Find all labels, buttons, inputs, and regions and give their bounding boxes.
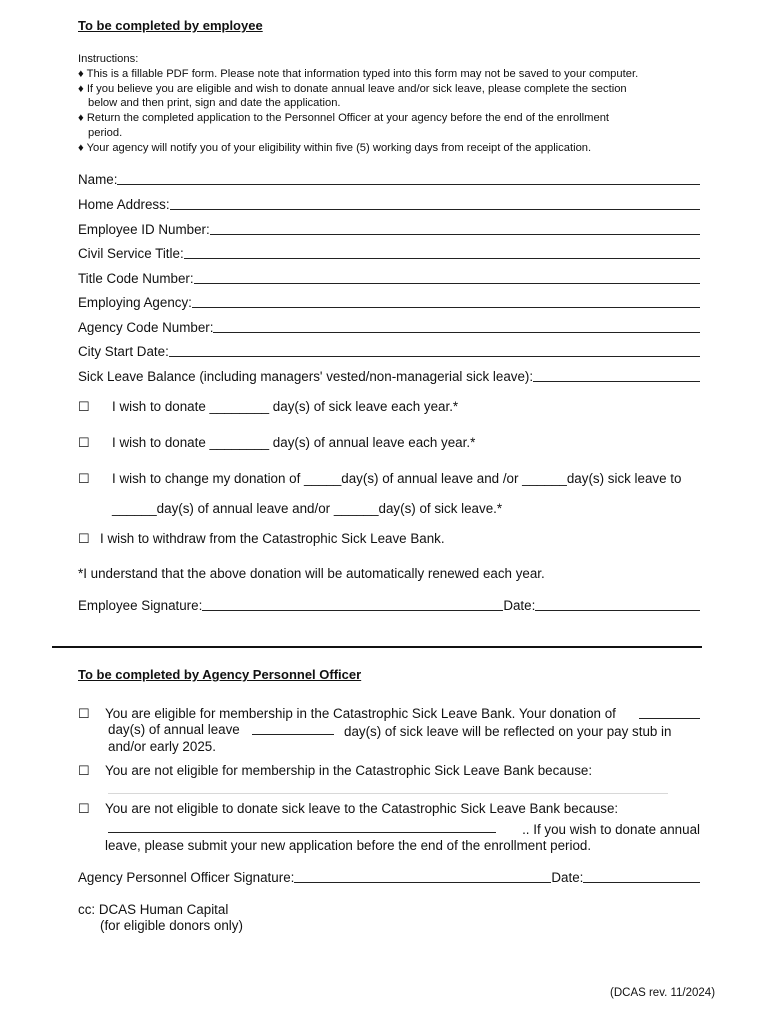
employee-date-line[interactable] [535,609,700,611]
annual-days-line[interactable] [252,734,334,735]
cc-note: (for eligible donors only) [100,918,243,933]
instruction-bullet: ♦ Your agency will notify you of your eligibility within five (5) working days from receipt of the application. [78,142,592,154]
officer-date-label: Date: [551,870,584,885]
agency-code-field[interactable]: Agency Code Number: [78,320,700,335]
donate-annual-label: I wish to donate ________ day(s) of annual leave each year.* [112,435,476,450]
officer-signature-row [78,870,700,885]
not-eligible-member-text: You are not eligible for membership in the Catastrophic Sick Leave Bank because: [105,763,593,778]
instruction-bullet: ♦ Return the completed application to the Personnel Officer at your agency before the end of the enrollment [78,112,610,124]
civil-service-title-field[interactable]: Civil Service Title: [78,246,700,261]
withdraw-label: I wish to withdraw from the Catastrophic Sick Leave Bank. [100,531,445,546]
change-donation-label: I wish to change my donation of _____day(s) of annual leave and /or ______day(s) sick leave to [112,471,682,486]
eligible-sick-text: day(s) of sick leave will be reflected on your pay stub in [344,724,672,739]
instruction-bullet: ♦ If you believe you are eligible and wish to donate annual leave and/or sick leave, please complete the section [78,83,627,95]
donate-cont-text: .. If you wish to donate annual [522,822,700,837]
employee-id-field[interactable]: Employee ID Number: [78,222,700,237]
name-field[interactable]: Name: [78,172,700,187]
officer-signature-line[interactable] [294,881,551,883]
eligible-text: You are eligible for membership in the Catastrophic Sick Leave Bank. Your donation of [105,706,616,721]
officer-date-line[interactable] [583,881,700,883]
sick-leave-balance-field[interactable]: Sick Leave Balance (including managers' vested/non-managerial sick leave): [78,369,700,384]
donate-sick-checkbox[interactable]: ☐ [78,399,90,414]
not-eligible-donate-text: You are not eligible to donate sick leave to the Catastrophic Sick Leave Bank because: [105,801,619,816]
instructions-title: Instructions: [78,53,139,65]
officer-signature-label: Agency Personnel Officer Signature: [78,870,295,885]
instruction-bullet-cont: period. [88,127,123,139]
employee-signature-label: Employee Signature: [78,598,203,613]
instruction-bullet-cont: below and then print, sign and date the application. [88,97,341,109]
cc-line: cc: DCAS Human Capital [78,902,229,917]
employee-signature-row [78,598,700,613]
eligible-year-text: and/or early 2025. [108,739,216,754]
donate-sick-label: I wish to donate ________ day(s) of sick leave each year.* [112,399,459,414]
employee-signature-line[interactable] [202,609,503,611]
not-eligible-donate-checkbox[interactable]: ☐ [78,801,90,816]
not-eligible-member-checkbox[interactable]: ☐ [78,763,90,778]
employee-section-heading: To be completed by employee [78,18,263,33]
change-donation-checkbox[interactable]: ☐ [78,471,90,486]
change-donation-label-cont: ______day(s) of annual leave and/or ______day(s) of sick leave.* [112,501,503,516]
instruction-bullet: ♦ This is a fillable PDF form. Please note that information typed into this form may not be saved to your computer. [78,68,639,80]
withdraw-checkbox[interactable]: ☐ [78,531,90,546]
city-start-date-field[interactable]: City Start Date: [78,344,700,359]
employee-date-label: Date: [503,598,536,613]
section-divider [52,646,702,648]
home-address-field[interactable]: Home Address: [78,197,700,212]
donation-amount-line[interactable] [639,718,700,719]
renewal-note: *I understand that the above donation will be automatically renewed each year. [78,566,545,581]
revision-footer: (DCAS rev. 11/2024) [610,987,716,999]
not-eligible-member-reason-line[interactable] [108,793,668,794]
eligible-annual-text: day(s) of annual leave [108,722,240,737]
donate-cont-text-2: leave, please submit your new application before the end of the enrollment period. [105,838,592,853]
not-eligible-donate-reason-line[interactable] [108,832,496,833]
eligible-checkbox[interactable]: ☐ [78,706,90,721]
donate-annual-checkbox[interactable]: ☐ [78,435,90,450]
officer-section-heading: To be completed by Agency Personnel Officer [78,667,362,682]
employing-agency-field[interactable]: Employing Agency: [78,295,700,310]
title-code-field[interactable]: Title Code Number: [78,271,700,286]
